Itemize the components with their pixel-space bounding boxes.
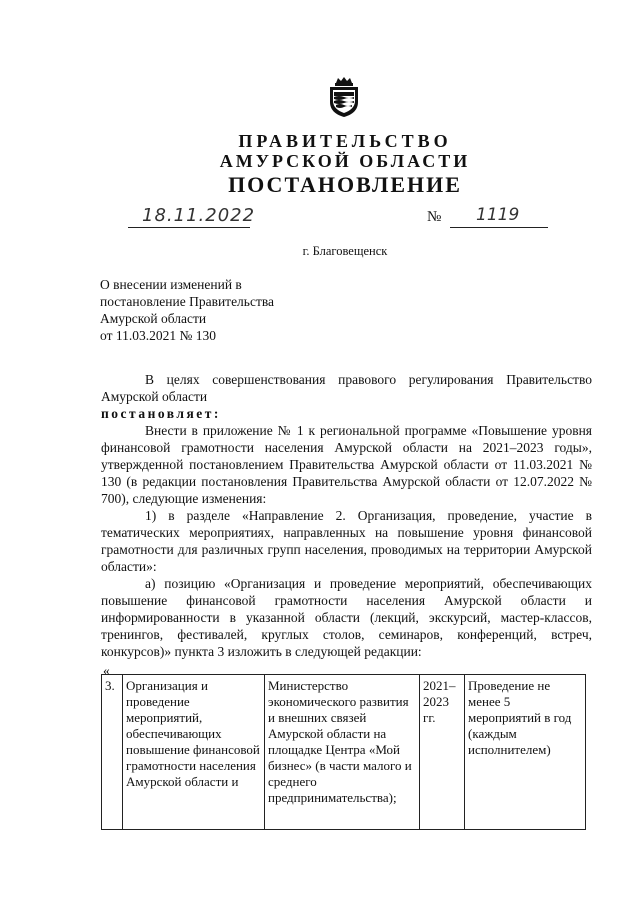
table-row [102,675,586,830]
event-cell: Организация и проведение мероприятий, обеспечивающих повышение финансовой грамотности населения Амурской области и [123,675,265,830]
decree-number: 1119 [476,205,520,225]
city: г. Благовещенск [302,244,388,258]
position-paragraph: а) позицию «Организация и проведение мероприятий, обеспечивающих повышение финансовой грамотности населения Амурской области и информированности в указанной области (лекций, экскурсий, мастер-классов, тренингов, фестивалей, круглых столов, семинаров, конференций, встреч, конкурсов)» пункта 3 изложить в следующей редакции: [101,576,592,659]
section-paragraph: 1) в разделе «Направление 2. Организация, проведение, участие в тематических мероприятиях, направленных на повышение уровня финансовой грамотности для различных групп населения, проводимых на территории Амурской области»: [101,508,592,574]
opening-quote: « [103,663,110,678]
subject-line: от 11.03.2021 № 130 [100,328,216,343]
government-title: ПРАВИТЕЛЬСТВО [238,131,452,151]
coat-of-arms-icon [327,76,361,118]
subject-line: О внесении изменений в [100,277,242,292]
resolves-word: постановляет: [101,406,221,421]
decree-date: 18.11.2022 [142,205,256,226]
executor-cell: Министерство экономического развития и внешних связей Амурской области на площадке Центра «Мой бизнес» (в части малого и среднего предпринимательства); [265,675,420,830]
program-table [101,674,586,830]
subject-line: Амурской области [100,311,207,326]
document-type: ПОСТАНОВЛЕНИЕ [228,172,462,197]
result-cell: Проведение не менее 5 мероприятий в год (каждым исполнителем) [465,675,586,830]
decree-body [101,371,592,660]
period-cell: 2021–2023 гг. [420,675,465,830]
subject-line: постановление Правительства [100,294,275,309]
decree-subject [100,276,274,344]
date-underline [128,227,250,228]
amendment-paragraph: Внести в приложение № 1 к региональной программе «Повышение уровня финансовой грамотности населения Амурской области на 2021–2023 годы», утвержденной постановлением Правительства Амурской области от 11.03.2021 № 130 (в редакции постановления Правительства Амурской области от 12.07.2022 № 700), следующие изменения: [101,423,592,506]
row-number: 3. [102,675,123,830]
number-sign: № [427,209,442,225]
preamble-paragraph: В целях совершенствования правового регулирования Правительство Амурской области [101,372,592,404]
region-title: АМУРСКОЙ ОБЛАСТИ [219,151,471,171]
number-underline [450,227,548,228]
